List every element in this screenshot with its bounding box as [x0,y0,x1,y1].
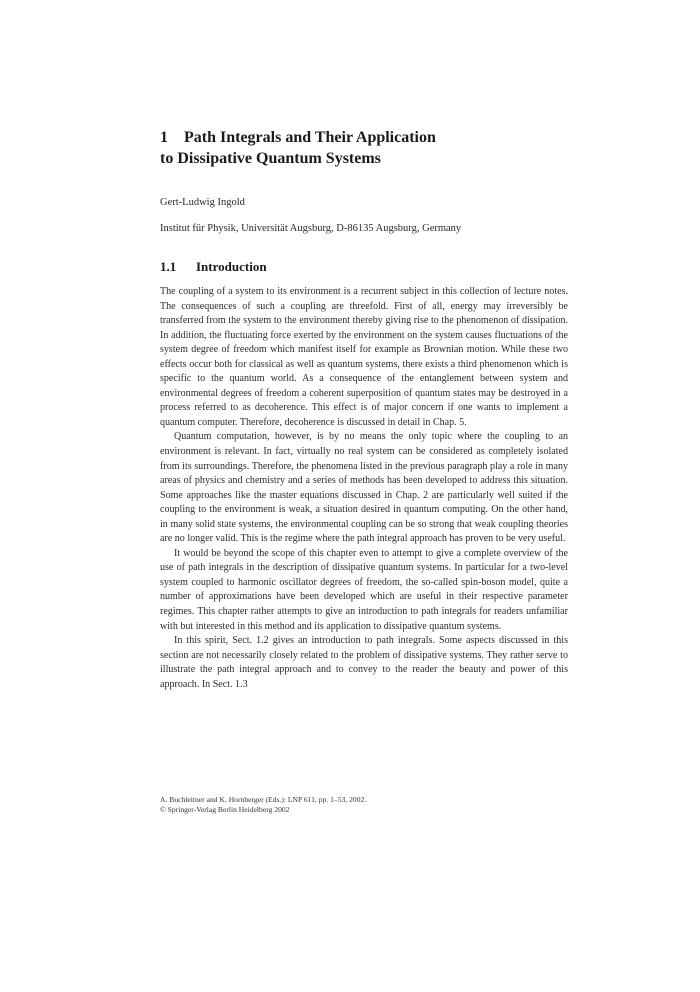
chapter-number: 1 [160,129,168,146]
paragraph: It would be beyond the scope of this chapter even to attempt to give a complete overview of the use of path integrals in the description of dissipative quantum systems. In particular for a two-level system coupled to harmonic oscillator degrees of freedom, the so-called spin-boson model, quite a number of approximations have been developed which are useful in their respective parameter regimes. This chapter rather attempts to give an introduction to path integrals for readers unfamiliar with but interested in this method and its application to dissipative quantum systems. [160,547,568,632]
body-text [160,285,568,692]
paragraph: The coupling of a system to its environment is a recurrent subject in this collection of lecture notes. The consequences of such a coupling are threefold. First of all, energy may irreversibly be transferred from the system to the environment thereby giving rise to the phenomenon of dissipation. In addition, the fluctuating force exerted by the environment on the system causes fluctuations of the system degree of freedom which manifest itself for example as Brownian motion. While these two effects occur both for classical as well as quantum systems, there exists a third phenomenon which is specific to the quantum world. As a consequence of the entanglement between system and environmental degrees of freedom a coherent superposition of quantum states may be destroyed in a process referred to as decoherence. This effect is of major concern if one wants to implement a quantum computer. Therefore, decoherence is discussed in detail in Chap. 5. [160,286,568,428]
section-heading [160,259,267,275]
chapter-title [160,127,580,169]
chapter-title-line-2: to Dissipative Quantum Systems [160,150,381,167]
paragraph: In this spirit, Sect. 1.2 gives an introduction to path integrals. Some aspects discussed in this section are not necessarily closely related to the problem of dissipative systems. They rather serve to illustrate the path integral approach and to convey to the reader the beauty and power of this approach. In Sect. 1.3 [160,635,568,690]
footer-copyright-line: © Springer-Verlag Berlin Heidelberg 2002 [160,805,290,814]
section-title: Introduction [196,259,267,274]
author-name: Gert-Ludwig Ingold [160,197,245,208]
author-affiliation: Institut für Physik, Universität Augsburg, D-86135 Augsburg, Germany [160,223,462,234]
footer-citation-line-1: A. Buchleitner and K. Hornberger (Eds.): LNP 611, pp. 1–53, 2002. [160,795,367,804]
section-number: 1.1 [160,259,177,274]
chapter-title-line-1 [160,127,580,148]
footer-citation [160,795,580,815]
chapter-title-text-1: Path Integrals and Their Application [184,129,436,146]
paragraph: Quantum computation, however, is by no means the only topic where the coupling to an environment is relevant. In fact, virtually no real system can be considered as completely isolated from its surroundings. Therefore, the phenomena listed in the previous paragraph play a role in many areas of physics and chemistry and a series of methods has been developed to address this situation. Some approaches like the master equations discussed in Chap. 2 are particularly well suited if the coupling to the environment is weak, a situation desired in quantum computing. On the other hand, in many solid state systems, the environmental coupling can be so strong that weak coupling theories are no longer valid. This is the regime where the path integral approach has proven to be very useful. [160,431,568,545]
